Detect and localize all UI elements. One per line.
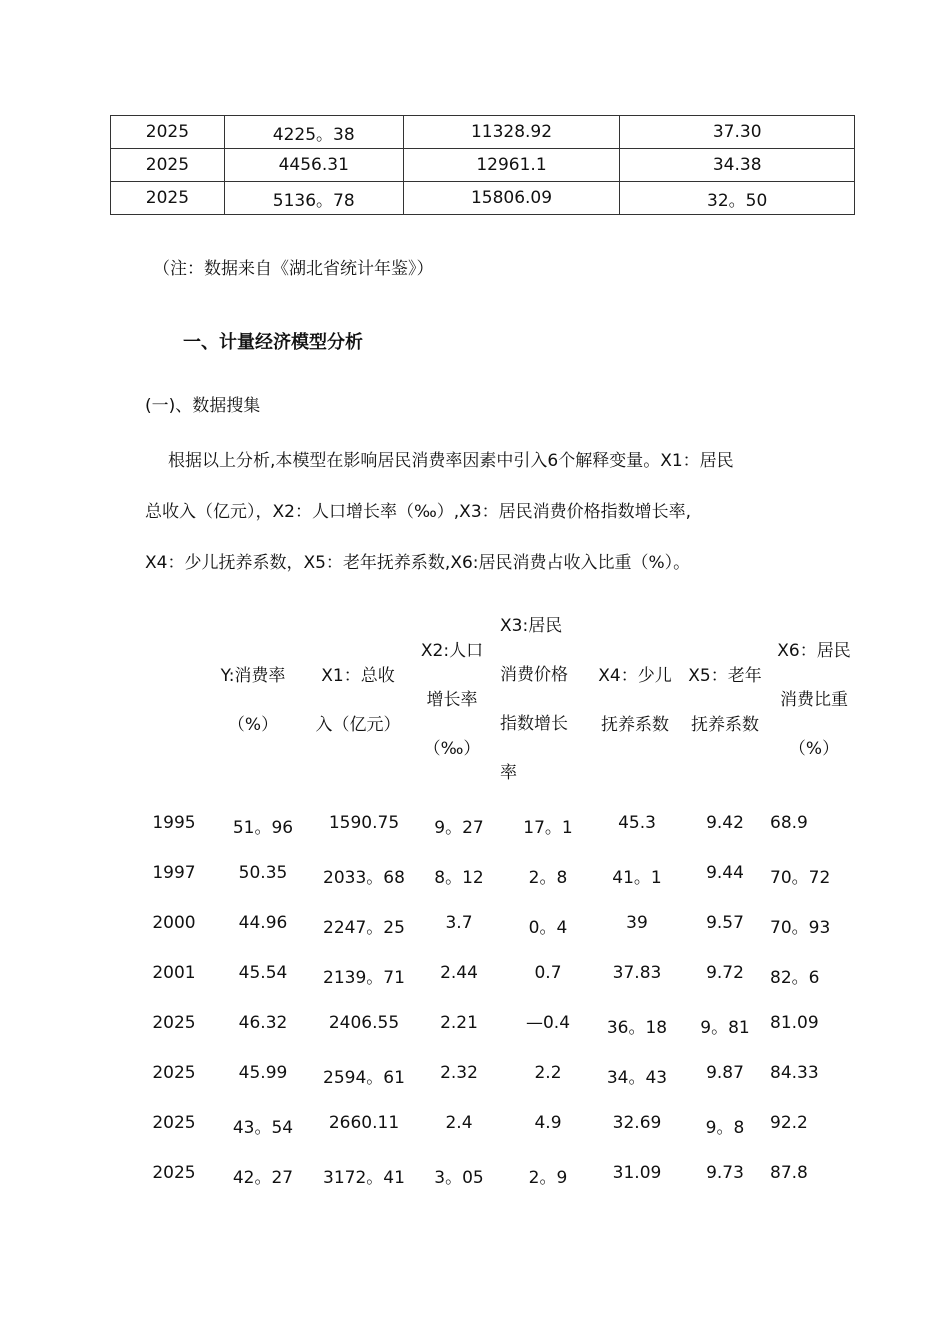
- x5-cell: 9。81: [700, 1018, 750, 1038]
- x3-cell: 0.7: [534, 963, 562, 983]
- y-cell: 51。96: [232, 818, 294, 838]
- x4-cell: 37.83: [612, 963, 662, 983]
- header-y: Y:消费率 （%）: [220, 666, 286, 735]
- header-x4: X4：少儿 抚养系数: [598, 666, 672, 735]
- x6-cell: 87.8: [770, 1163, 808, 1183]
- x5-cell: 9.73: [706, 1163, 744, 1183]
- x3-cell: 2。9: [528, 1168, 568, 1188]
- subsection-heading: (一)、数据搜集: [145, 396, 261, 416]
- table-cell: 2025: [111, 116, 225, 149]
- x4-cell: 36。18: [606, 1018, 668, 1038]
- y-cell: 42。27: [232, 1168, 294, 1188]
- paragraph-line: X4：少儿抚养系数，X5：老年抚养系数,X6:居民消费占收入比重（%）。: [145, 553, 691, 573]
- x3-cell: 0。4: [528, 918, 568, 938]
- x2-cell: 3。05: [434, 1168, 484, 1188]
- year-cell: 2025: [152, 1113, 196, 1133]
- x2-cell: 9。27: [434, 818, 484, 838]
- x4-cell: 39: [626, 913, 648, 933]
- x4-cell: 34。43: [606, 1068, 668, 1088]
- x5-cell: 9.42: [706, 813, 744, 833]
- x2-cell: 2.21: [440, 1013, 478, 1033]
- x6-cell: 81.09: [770, 1013, 819, 1033]
- x3-cell: —0.4: [525, 1013, 571, 1033]
- y-cell: 45.99: [238, 1063, 288, 1083]
- header-x6: X6：居民 消费比重 （%）: [777, 641, 851, 759]
- table-cell: 37.30: [620, 116, 855, 149]
- x5-cell: 9.44: [706, 863, 744, 883]
- table-cell: 34.38: [620, 149, 855, 182]
- x4-cell: 31.09: [612, 1163, 662, 1183]
- x1-cell: 2406.55: [328, 1013, 400, 1033]
- x6-cell: 84.33: [770, 1063, 819, 1083]
- table-cell: 32。50: [620, 182, 855, 215]
- table-cell: 2025: [111, 149, 225, 182]
- x1-cell: 2247。25: [323, 918, 405, 938]
- table-row: [111, 149, 855, 182]
- x3-cell: 4.9: [534, 1113, 562, 1133]
- year-cell: 2025: [152, 1063, 196, 1083]
- header-x1: X1：总收 入（亿元）: [315, 666, 401, 735]
- x1-cell: 2139。71: [323, 968, 405, 988]
- x3-cell: 2.2: [534, 1063, 562, 1083]
- y-cell: 43。54: [232, 1118, 294, 1138]
- year-cell: 2000: [152, 913, 196, 933]
- table-cell: 2025: [111, 182, 225, 215]
- x2-cell: 8。12: [434, 868, 484, 888]
- top-data-table: [110, 115, 855, 215]
- x2-cell: 2.44: [440, 963, 478, 983]
- x2-cell: 2.4: [445, 1113, 473, 1133]
- x1-cell: 2033。68: [323, 868, 405, 888]
- x1-cell: 3172。41: [323, 1168, 405, 1188]
- table-row: [111, 116, 855, 149]
- table-cell: 4225。38: [224, 116, 403, 149]
- table-row: [0, 813, 950, 837]
- section-heading: 一、计量经济模型分析: [183, 332, 363, 353]
- body-paragraph: [145, 436, 825, 589]
- y-cell: 45.54: [238, 963, 288, 983]
- table-cell: 4456.31: [224, 149, 403, 182]
- x3-cell: 2。8: [528, 868, 568, 888]
- x2-cell: 3.7: [445, 913, 473, 933]
- x6-cell: 82。6: [770, 968, 820, 988]
- table-cell: 15806.09: [403, 182, 620, 215]
- year-cell: 2001: [152, 963, 196, 983]
- y-cell: 50.35: [238, 863, 288, 883]
- x4-cell: 45.3: [618, 813, 656, 833]
- table-row: [0, 1113, 950, 1137]
- table-row: [0, 1163, 950, 1187]
- table-row: [0, 1063, 950, 1087]
- year-cell: 1995: [152, 813, 196, 833]
- x4-cell: 32.69: [612, 1113, 662, 1133]
- table-row: [0, 1013, 950, 1037]
- x5-cell: 9。8: [705, 1118, 745, 1138]
- y-cell: 44.96: [238, 913, 288, 933]
- x5-cell: 9.57: [706, 913, 744, 933]
- year-cell: 2025: [152, 1163, 196, 1183]
- year-cell: 1997: [152, 863, 196, 883]
- x6-cell: 70。93: [770, 918, 831, 938]
- x6-cell: 68.9: [770, 813, 808, 833]
- x3-cell: 17。1: [523, 818, 573, 838]
- table-row: [0, 863, 950, 887]
- x6-cell: 70。72: [770, 868, 831, 888]
- x1-cell: 2660.11: [328, 1113, 400, 1133]
- x1-cell: 1590.75: [328, 813, 400, 833]
- table-cell: 11328.92: [403, 116, 620, 149]
- source-note: （注：数据来自《湖北省统计年鉴》）: [153, 259, 434, 279]
- x1-cell: 2594。61: [323, 1068, 405, 1088]
- table-cell: 12961.1: [403, 149, 620, 182]
- table-row: [111, 182, 855, 215]
- header-x5: X5：老年 抚养系数: [688, 666, 762, 735]
- table-row: [0, 963, 950, 987]
- paragraph-line: 根据以上分析,本模型在影响居民消费率因素中引入6个解释变量。X1：居民: [168, 451, 734, 471]
- x5-cell: 9.87: [706, 1063, 744, 1083]
- x5-cell: 9.72: [706, 963, 744, 983]
- paragraph-line: 总收入（亿元），X2：人口增长率（‰）,X3：居民消费价格指数增长率,: [145, 502, 692, 522]
- header-x3: X3:居民 消费价格 指数增长 率: [500, 616, 568, 783]
- x6-cell: 92.2: [770, 1113, 808, 1133]
- x4-cell: 41。1: [612, 868, 662, 888]
- table-cell: 5136。78: [224, 182, 403, 215]
- year-cell: 2025: [152, 1013, 196, 1033]
- y-cell: 46.32: [238, 1013, 288, 1033]
- table-row: [0, 913, 950, 937]
- header-x2: X2:人口 增长率 （‰）: [420, 641, 484, 759]
- x2-cell: 2.32: [440, 1063, 478, 1083]
